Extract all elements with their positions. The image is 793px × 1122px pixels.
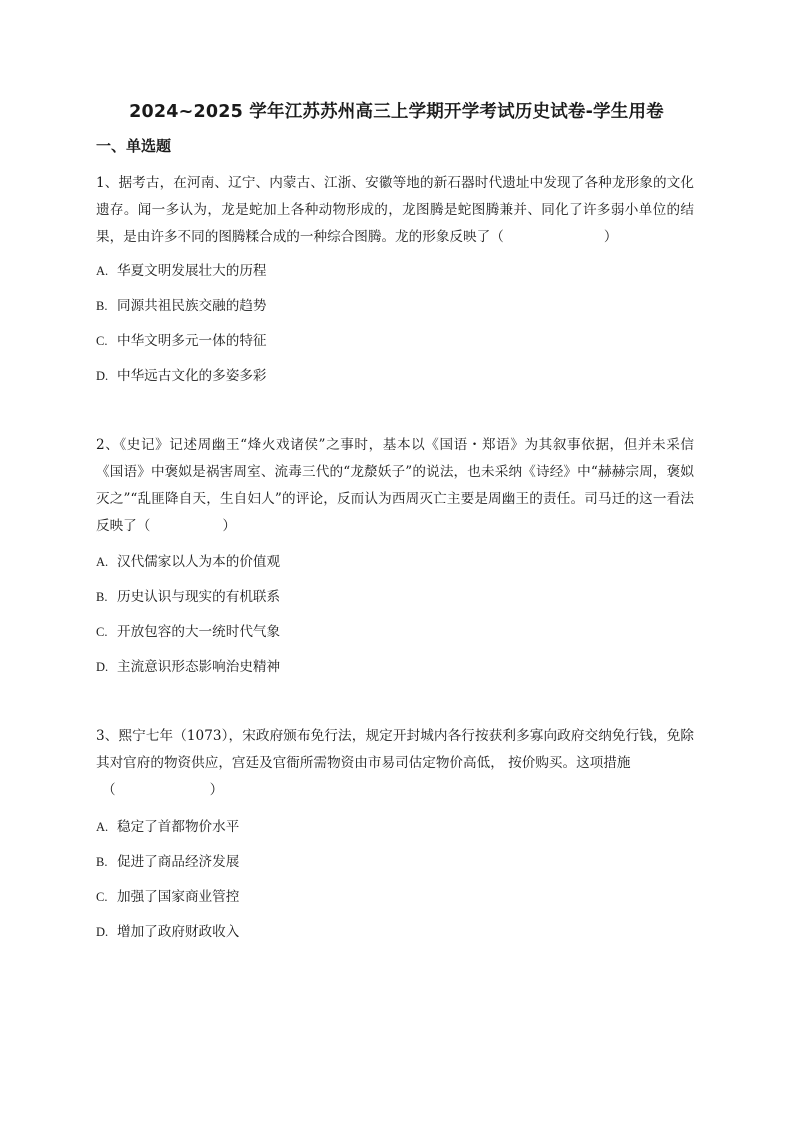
- option-text: 开放包容的大一统时代气象: [117, 624, 281, 640]
- option-text: 同源共祖民族交融的趋势: [117, 298, 267, 314]
- question-3-option-a[interactable]: [96, 818, 239, 836]
- question-3-option-b[interactable]: [96, 853, 239, 871]
- question-2-stem: [96, 432, 694, 540]
- question-1-option-b[interactable]: [96, 297, 267, 315]
- question-2-text: 2、《史记》记述周幽王“烽火戏诸侯”之事时，基本以《国语・郑语》为其叙事依据，但并未采信《国语》中褒姒是祸害周室、流毒三代的“龙漦妖子”的说法，也未采纳《诗经》中“赫赫宗周，褒姒灭之”“乱匪降自天，生自妇人”的评论，反而认为西周灭亡主要是周幽王的责任。司马迁的这一看法反映了（: [96, 437, 694, 534]
- question-3-paren-close: ）: [209, 782, 224, 798]
- option-letter: A.: [96, 555, 109, 569]
- question-2-option-c[interactable]: [96, 623, 280, 641]
- option-letter: D.: [96, 660, 109, 674]
- section-heading: 一、单选题: [96, 137, 172, 155]
- question-3-option-c[interactable]: [96, 888, 239, 906]
- option-letter: C.: [96, 890, 108, 904]
- option-text: 汉代儒家以人为本的价值观: [117, 554, 281, 570]
- option-letter: D.: [96, 925, 109, 939]
- question-1-stem: [96, 170, 694, 251]
- question-2-option-a[interactable]: [96, 553, 280, 571]
- option-letter: A.: [96, 264, 109, 278]
- option-text: 华夏文明发展壮大的历程: [117, 263, 267, 279]
- option-letter: B.: [96, 855, 108, 869]
- question-3-stem: [96, 723, 694, 804]
- option-letter: C.: [96, 334, 108, 348]
- question-1-option-c[interactable]: [96, 332, 267, 350]
- option-text: 主流意识形态影响治史精神: [117, 659, 281, 675]
- option-letter: D.: [96, 369, 109, 383]
- question-1-option-a[interactable]: [96, 262, 267, 280]
- question-2-option-b[interactable]: [96, 588, 280, 606]
- page-title: 2024~2025 学年江苏苏州高三上学期开学考试历史试卷-学生用卷: [129, 102, 664, 122]
- option-text: 稳定了首都物价水平: [117, 819, 240, 835]
- question-2-option-d[interactable]: [96, 658, 280, 676]
- option-letter: A.: [96, 820, 109, 834]
- option-letter: C.: [96, 625, 108, 639]
- option-text: 中华远古文化的多姿多彩: [117, 368, 267, 384]
- question-1-paren-close: ）: [603, 229, 618, 245]
- option-letter: B.: [96, 299, 108, 313]
- option-letter: B.: [96, 590, 108, 604]
- question-3-option-d[interactable]: [96, 923, 239, 941]
- question-2-paren-close: ）: [222, 518, 236, 534]
- option-text: 增加了政府财政收入: [117, 924, 240, 940]
- question-1-option-d[interactable]: [96, 367, 267, 385]
- question-1-text: 1、据考古，在河南、辽宁、内蒙古、江浙、安徽等地的新石器时代遗址中发现了各种龙形象的文化遗存。闻一多认为，龙是蛇加上各种动物形成的，龙图腾是蛇图腾兼并、同化了许多弱小单位的结果，是由许多不同的图腾糅合成的一种综合图腾。龙的形象反映了（: [96, 175, 694, 245]
- option-text: 历史认识与现实的有机联系: [117, 589, 281, 605]
- option-text: 促进了商品经济发展: [117, 854, 240, 870]
- option-text: 中华文明多元一体的特征: [117, 333, 267, 349]
- question-3-text: 3、熙宁七年（1073），宋政府颁布免行法，规定开封城内各行按获利多寡向政府交纳免行钱，免除其对官府的物资供应，宫廷及官衙所需物资由市易司估定物价高低， 按价购买。这项措施: [96, 728, 694, 771]
- option-text: 加强了国家商业管控: [117, 889, 240, 905]
- question-3-paren-open: （: [102, 782, 116, 798]
